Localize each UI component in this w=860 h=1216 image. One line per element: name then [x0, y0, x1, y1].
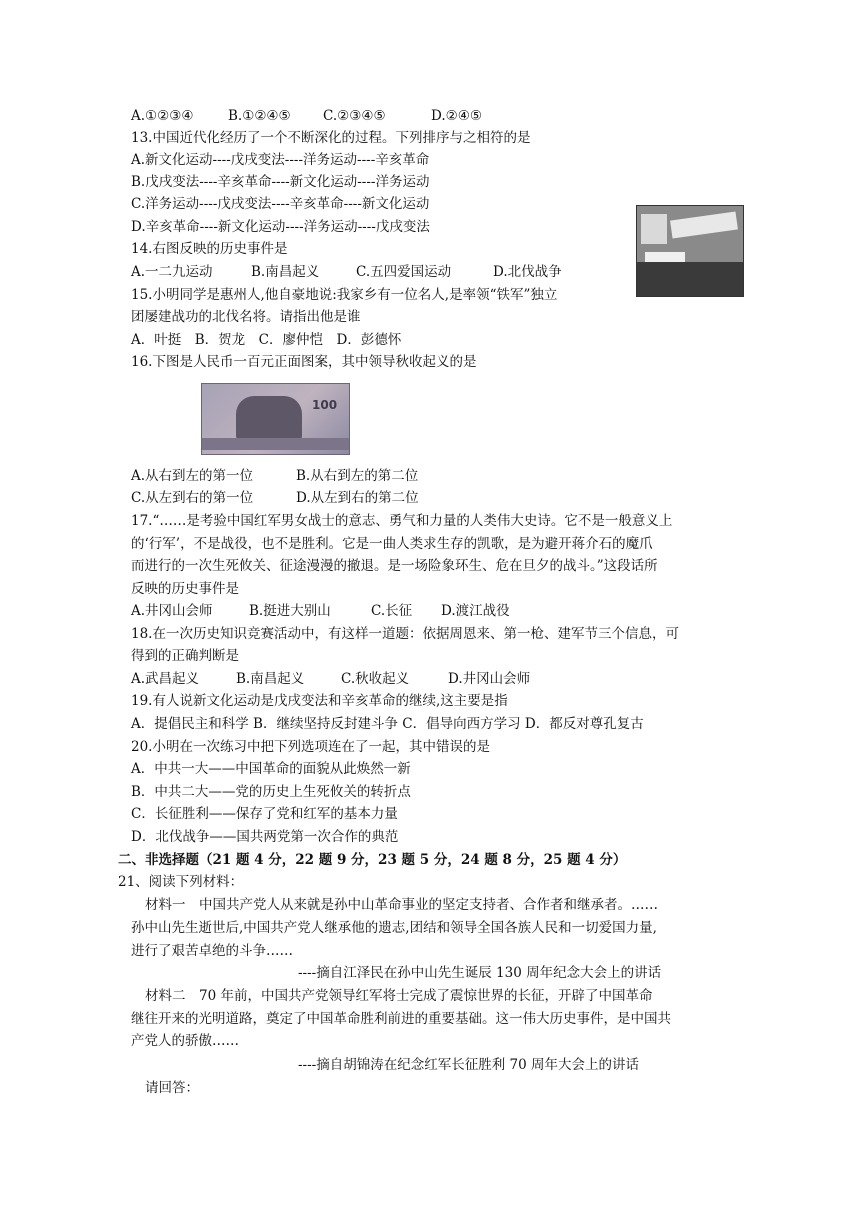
q18-options [131, 669, 530, 689]
q21-stem: 21、阅读下列材料： [118, 874, 244, 890]
option-c: C.长征 [371, 603, 413, 619]
q17-options [131, 601, 510, 621]
q13-option-b: B.戊戌变法----辛亥革命----新文化运动----洋务运动 [131, 174, 430, 190]
option-b: B.挺进大别山 [249, 603, 331, 619]
q14-options [131, 262, 562, 282]
q17-stem-1: 17.“……是考验中国红军男女战士的意志、勇气和力量的人类伟大史诗。它不是一般意义上 [131, 513, 673, 529]
material-two-source: ----摘自胡锦涛在纪念红军长征胜利 70 周年大会上的讲话 [298, 1057, 640, 1073]
banknote-denomination: 100 [312, 398, 338, 412]
q16-options-2 [131, 488, 419, 508]
q18-stem-1: 18.在一次历史知识竞赛活动中，有这样一道题：依据周恩来、第一枪、建军节三个信息，可 [131, 626, 679, 642]
option-d: D.北伐战争 [493, 264, 562, 280]
material-two-2: 继往开来的光明道路，奠定了中国革命胜利前进的重要基础。这一伟大历史事件，是中国共 [131, 1011, 671, 1027]
q19-stem: 19.有人说新文化运动是戊戌变法和辛亥革命的继续,这主要是指 [131, 693, 508, 709]
q16-stem: 16.下图是人民币一百元正面图案，其中领导秋收起义的是 [131, 354, 477, 370]
option-c: C.从左到右的第一位 [131, 490, 254, 506]
material-one-1: 材料一 中国共产党人从来就是孙中山革命事业的坚定支持者、合作者和继承者。…… [145, 897, 658, 913]
q20-option-a: A．中共一大——中国革命的面貌从此焕然一新 [131, 761, 411, 777]
option-c: C.②③④⑤ [323, 108, 386, 124]
option-b: B.从右到左的第二位 [296, 468, 419, 484]
q17-stem-4: 反映的历史事件是 [131, 581, 239, 597]
option-d: D.②④⑤ [431, 108, 482, 124]
q15-stem-1: 15.小明同学是惠州人,他自豪地说:我家乡有一位名人,是率领“铁军”独立 [131, 287, 558, 303]
q13-stem: 13.中国近代化经历了一个不断深化的过程。下列排序与之相符的是 [131, 130, 531, 146]
protest-photo [636, 205, 744, 297]
option-a: A.一二九运动 [131, 264, 213, 280]
q14-stem: 14.右图反映的历史事件是 [131, 241, 288, 257]
option-c: C.五四爱国运动 [356, 264, 452, 280]
q20-option-b: B．中共二大——党的历史上生死攸关的转折点 [131, 784, 411, 800]
option-b: B.南昌起义 [251, 264, 320, 280]
material-one-3: 进行了艰苦卓绝的斗争…… [131, 943, 293, 959]
q15-options: A．叶挺 B．贺龙 C．廖仲恺 D．彭德怀 [131, 332, 402, 348]
q20-option-d: D．北伐战争——国共两党第一次合作的典范 [131, 829, 399, 845]
q20-stem: 20.小明在一次练习中把下列选项连在了一起，其中错误的是 [131, 739, 490, 755]
option-a: A.武昌起义 [131, 671, 200, 687]
material-two-3: 产党人的骄傲…… [131, 1033, 239, 1049]
answer-prompt: 请回答： [145, 1080, 199, 1096]
banknote-100-image [201, 383, 350, 455]
q16-options-1 [131, 466, 418, 486]
option-b: B.南昌起义 [236, 671, 305, 687]
q17-stem-3: 而进行的一次生死攸关、征途漫漫的撤退。是一场险象环生、危在旦夕的战斗。”这段话所 [131, 558, 658, 574]
option-a: A.①②③④ [131, 108, 194, 124]
q12-options [131, 106, 482, 126]
option-d: D.渡江战役 [441, 603, 510, 619]
q15-stem-2: 团屡建战功的北伐名将。请指出他是谁 [131, 309, 361, 325]
q13-option-d: D.辛亥革命----新文化运动----洋务运动----戊戌变法 [131, 219, 430, 235]
option-c: C.秋收起义 [341, 671, 410, 687]
option-d: D.从左到右的第二位 [296, 490, 419, 506]
material-two-1: 材料二 70 年前，中国共产党领导红军将士完成了震惊世界的长征，开辟了中国革命 [145, 988, 653, 1004]
q19-options: A．提倡民主和科学 B．继续坚持反封建斗争 C．倡导向西方学习 D．都反对尊孔复古 [131, 716, 644, 732]
q13-option-c: C.洋务运动----戊戌变法----辛亥革命----新文化运动 [131, 196, 430, 212]
option-b: B.①②④⑤ [228, 108, 291, 124]
option-a: A.井冈山会师 [131, 603, 213, 619]
material-one-source: ----摘自江泽民在孙中山先生诞辰 130 周年纪念大会上的讲话 [298, 965, 662, 981]
q13-option-a: A.新文化运动----戊戌变法----洋务运动----辛亥革命 [131, 152, 430, 168]
material-one-2: 孙中山先生逝世后,中国共产党人继承他的遗志,团结和领导全国各族人民和一切爱国力量, [131, 920, 657, 936]
option-a: A.从右到左的第一位 [131, 468, 254, 484]
q18-stem-2: 得到的正确判断是 [131, 648, 239, 664]
option-d: D.井冈山会师 [448, 671, 531, 687]
section-heading: 二、非选择题（21 题 4 分，22 题 9 分，23 题 5 分，24 题 8 分，25 题 4 分） [118, 852, 627, 868]
q20-option-c: C．长征胜利——保存了党和红军的基本力量 [131, 806, 398, 822]
q17-stem-2: 的‘行军’，不是战役，也不是胜利。它是一曲人类求生存的凯歌，是为避开蒋介石的魔爪 [131, 536, 653, 552]
